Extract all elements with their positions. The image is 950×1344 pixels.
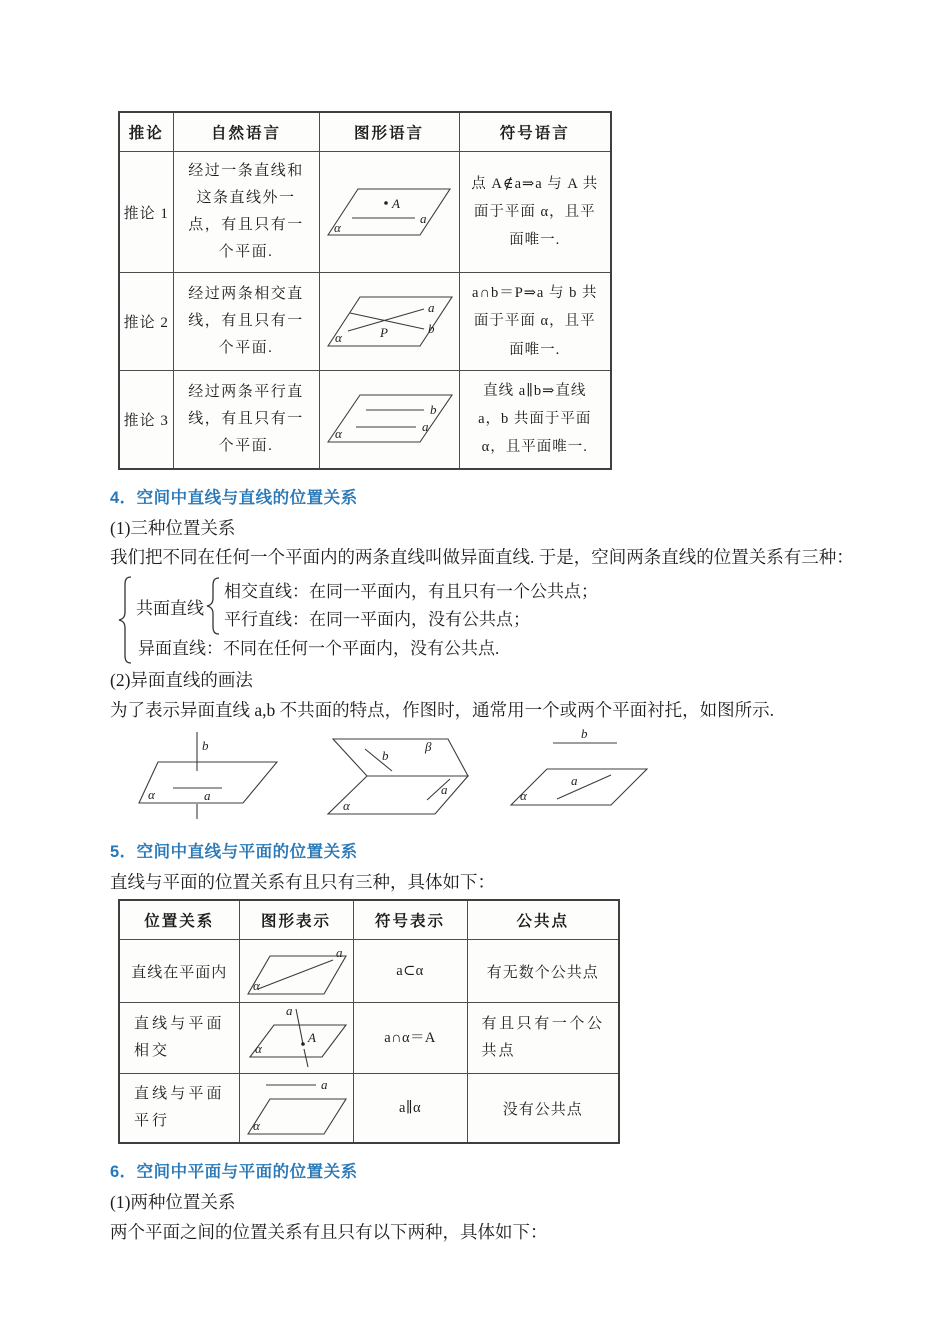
plane-outline — [248, 956, 346, 994]
section-4-sub1: (1)三种位置关系 — [110, 517, 236, 538]
skew-figure-line-above-plane — [505, 727, 655, 824]
intersecting-lines-item: 相交直线：在同一平面内，有且只有一个公共点； — [224, 582, 598, 602]
plane-point-line-figure — [320, 172, 460, 252]
plane-alpha-label: α — [252, 978, 260, 994]
points-line-parallel-plane: 没有公共点 — [467, 1074, 619, 1144]
section-6-heading: 6．空间中平面与平面的位置关系 — [110, 1163, 358, 1182]
line-classification-figure — [118, 576, 870, 664]
t1-col-natural-language: 自然语言 — [173, 112, 319, 152]
table-row-corollary-1 — [119, 152, 611, 273]
plane-alpha-label: α — [520, 788, 527, 804]
plane-alpha-label: α — [252, 1118, 260, 1134]
line-b-label: b — [382, 748, 389, 764]
corollary-3-natural: 经过两条平行直线，有且只有一个平面. — [173, 370, 319, 468]
line-a — [557, 775, 611, 799]
intersection-point-dot — [301, 1043, 305, 1047]
section-5-para: 直线与平面的位置关系有且只有三种，具体如下： — [110, 872, 495, 893]
relation-line-parallel-plane: 直线与平面平行 — [119, 1074, 239, 1144]
line-a-label: a — [204, 788, 211, 804]
corollary-table — [118, 111, 612, 470]
line-a — [258, 960, 333, 989]
table-row-line-intersects-plane — [119, 1003, 619, 1074]
corollary-2-symbolic: a∩b＝P⇒a 与 b 共面于平面 α，且平面唯一. — [459, 273, 611, 371]
points-line-intersects-plane: 有且只有一个公共点 — [467, 1003, 619, 1074]
line-a-label: a — [441, 782, 448, 798]
line-intersects-plane-figure — [240, 1005, 354, 1071]
plane-alpha-label: α — [148, 787, 155, 803]
plane-beta-label: β — [425, 739, 432, 755]
points-line-in-plane: 有无数个公共点 — [467, 940, 619, 1003]
line-a-label: a — [335, 945, 342, 961]
t2-col-symbol: 符号表示 — [353, 900, 467, 940]
line-intersects-plane-figure-cell — [239, 1003, 353, 1074]
section-4-para1: 我们把不同在任何一个平面内的两条直线叫做异面直线. 于是，空间两条直线的位置关系有三种： — [110, 546, 854, 567]
skew-figure-two-planes — [305, 727, 485, 824]
t1-col-corollary: 推论 — [119, 112, 173, 152]
skew-line-figures — [120, 727, 870, 824]
corollary-3-label: 推论 3 — [119, 370, 173, 468]
line-b-label: b — [202, 738, 209, 754]
line-parallel-plane-figure — [240, 1076, 354, 1140]
section-4-heading: 4．空间中直线与直线的位置关系 — [110, 488, 358, 507]
corollary-1-symbolic: 点 A∉a⇒a 与 A 共面于平面 α，且平面唯一. — [459, 152, 611, 273]
relation-line-intersects-plane: 直线与平面相交 — [119, 1003, 239, 1074]
corollary-2-natural: 经过两条相交直线，有且只有一个平面. — [173, 273, 319, 371]
line-b-label: b — [427, 321, 434, 337]
section-4-para2: 为了表示异面直线 a,b 不共面的特点，作图时，通常用一个或两个平面衬托，如图所示. — [110, 699, 775, 720]
skew-lines-item: 异面直线：不同在任何一个平面内，没有公共点. — [138, 639, 500, 659]
line-in-plane-figure-cell — [239, 940, 353, 1003]
relation-table-header-row — [119, 900, 619, 940]
plane-outline — [248, 1099, 346, 1134]
plane-intersecting-lines-figure — [320, 280, 460, 362]
symbol-line-in-plane: a⊂α — [353, 940, 467, 1003]
outer-brace-icon — [118, 576, 132, 664]
corollary-1-label: 推论 1 — [119, 152, 173, 273]
table-row-corollary-3 — [119, 370, 611, 468]
line-a-label: a — [571, 773, 578, 789]
table-row-line-parallel-plane — [119, 1074, 619, 1144]
table-row-corollary-2 — [119, 273, 611, 371]
corollary-2-figure-cell — [319, 273, 459, 371]
corollary-1-figure-cell — [319, 152, 459, 273]
line-in-plane-figure — [240, 942, 354, 1000]
line-a-label: a — [419, 211, 426, 226]
corollary-3-figure-cell — [319, 370, 459, 468]
plane-alpha-label: α — [334, 426, 342, 442]
line-a-lower-segment — [304, 1049, 308, 1067]
parallel-lines-item: 平行直线：在同一平面内，没有公共点； — [224, 610, 530, 630]
table-row-line-in-plane — [119, 940, 619, 1003]
corollary-table-header-row — [119, 112, 611, 152]
line-b-label: b — [581, 727, 588, 742]
line-a-label: a — [285, 1005, 292, 1019]
corollary-1-natural: 经过一条直线和这条直线外一点，有且只有一个平面. — [173, 152, 319, 273]
symbol-line-intersects-plane: a∩α＝A — [353, 1003, 467, 1074]
t1-col-symbol-language: 符号语言 — [459, 112, 611, 152]
point-P-label: P — [379, 325, 388, 341]
plane-alpha-label: α — [334, 330, 342, 346]
point-A-label: A — [391, 196, 400, 211]
plane-alpha-label: α — [254, 1041, 262, 1057]
t2-col-graphic: 图形表示 — [239, 900, 353, 940]
line-b-label: b — [429, 402, 436, 418]
plane-outline — [250, 1025, 346, 1057]
point-dot — [384, 201, 388, 205]
line-plane-relation-table — [118, 899, 620, 1144]
plane-parallel-lines-figure — [320, 379, 460, 459]
section-4-sub2: (2)异面直线的画法 — [110, 670, 253, 691]
inner-brace-icon — [206, 577, 220, 635]
point-A-label: A — [307, 1030, 316, 1046]
coplanar-lines-label: 共面直线 — [136, 598, 204, 618]
line-a-upper-segment — [296, 1009, 303, 1044]
section-6-para: 两个平面之间的位置关系有且只有以下两种，具体如下： — [110, 1221, 548, 1242]
line-parallel-plane-figure-cell — [239, 1074, 353, 1144]
corollary-3-symbolic: 直线 a∥b⇒直线 a，b 共面于平面 α，且平面唯一. — [459, 370, 611, 468]
line-a-label: a — [421, 419, 428, 435]
plane-beta-outline — [333, 739, 468, 776]
plane-outline — [328, 189, 450, 235]
plane-alpha-label: α — [343, 798, 350, 814]
t2-col-relation: 位置关系 — [119, 900, 239, 940]
section-5-heading: 5．空间中直线与平面的位置关系 — [110, 843, 358, 862]
symbol-line-parallel-plane: a∥α — [353, 1074, 467, 1144]
line-a-label: a — [427, 300, 434, 316]
t1-col-graphic-language: 图形语言 — [319, 112, 459, 152]
relation-line-in-plane: 直线在平面内 — [119, 940, 239, 1003]
t2-col-common-points: 公共点 — [467, 900, 619, 940]
line-a-label: a — [320, 1077, 327, 1093]
plane-outline — [511, 769, 647, 805]
plane-alpha-label: α — [333, 220, 341, 235]
section-6-sub1: (1)两种位置关系 — [110, 1192, 236, 1213]
corollary-2-label: 推论 2 — [119, 273, 173, 371]
skew-figure-one-plane-vertical — [120, 727, 285, 824]
